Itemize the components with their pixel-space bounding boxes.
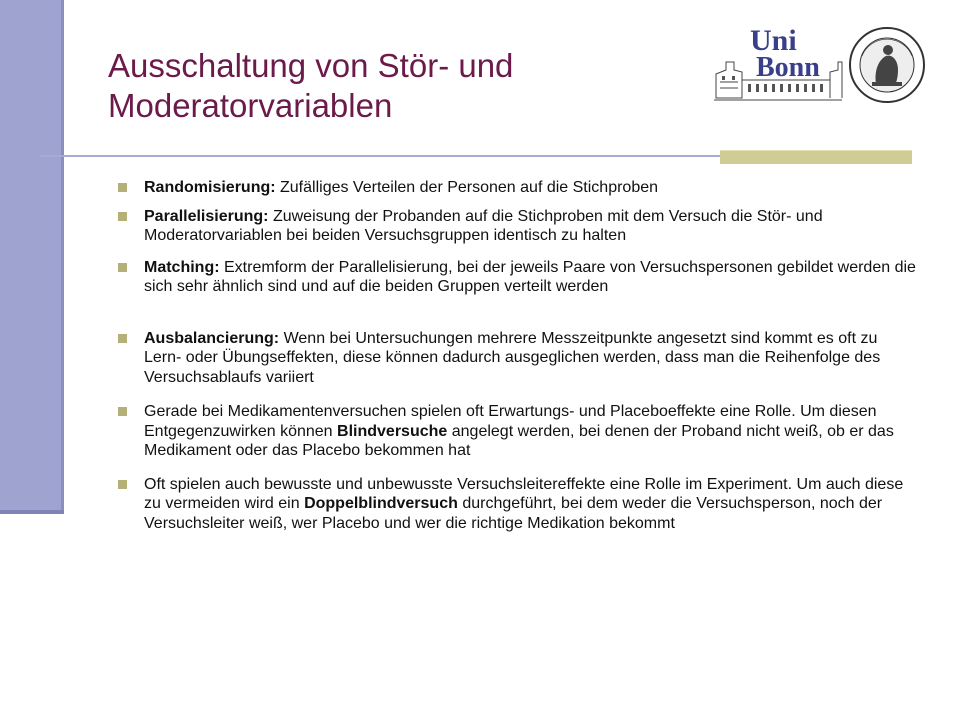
bullet-square-icon <box>118 480 127 489</box>
bullet-square-icon <box>118 263 127 272</box>
bullet-text-post: angelegt werden, bei denen der Proband nicht weiß, ob er das Medikament oder das Placebo bekommen hat <box>144 422 894 459</box>
bullet-text-pre: Oft spielen auch bewusste und unbewusste Versuchsleitereffekte eine Rolle im Experiment. Um auch diese zu vermeiden wird ein <box>144 475 904 512</box>
bullet-term: Doppelblindversuch <box>304 495 458 512</box>
list-item <box>118 178 918 198</box>
bullet-square-icon <box>118 334 127 343</box>
list-item <box>118 475 918 534</box>
list-item <box>118 207 918 246</box>
bullet-list <box>118 178 918 533</box>
logo-text-bonn: Bonn <box>756 52 820 83</box>
title-divider <box>40 155 720 157</box>
bullet-text: Zuweisung der Probanden auf die Stichproben mit dem Versuch die Stör- und Moderatorvariablen bei beiden Versuchsgruppen identisch zu halten <box>144 207 823 244</box>
bullet-text: Wenn bei Untersuchungen mehrere Messzeitpunkte angesetzt sind kommt es oft zu Lern- oder Übungseffekten, diese können dadurch ausgeglichen werden, dass man die Reihenfolge des Versuchsablaufs variiert <box>144 329 881 386</box>
list-item <box>118 329 918 388</box>
slide-title: Ausschaltung von Stör- und Moderatorvariablen <box>108 47 514 124</box>
left-accent-bar <box>0 0 64 512</box>
list-item <box>118 258 918 297</box>
bullet-term: Randomisierung: <box>144 179 276 196</box>
bullet-term: Ausbalancierung: <box>144 329 280 347</box>
bullet-term: Blindversuche <box>337 422 448 440</box>
logo-text-uni: Uni <box>750 24 797 57</box>
bullet-text-pre: Gerade bei Medikamentenversuchen spielen oft Erwartungs- und Placeboeffekte eine Rolle. Um diesen Entgegenzuwirken können <box>144 403 877 440</box>
accent-gold-bar <box>720 150 912 164</box>
list-item <box>118 402 918 461</box>
uni-bonn-logo <box>712 22 844 104</box>
bullet-square-icon <box>118 183 127 192</box>
bullet-text: Zufälliges Verteilen der Personen auf die Stichproben <box>275 179 659 196</box>
bullet-square-icon <box>118 212 127 221</box>
bullet-square-icon <box>118 407 127 416</box>
faculty-seal-icon <box>848 26 926 104</box>
bullet-text-post: durchgeführt, bei dem weder die Versuchsperson, noch der Versuchsleiter weiß, wer Placebo und wer die richtige Medikation bekommt <box>144 495 883 532</box>
bullet-term: Matching: <box>144 258 220 276</box>
bullet-term: Parallelisierung: <box>144 207 269 225</box>
left-accent-bar-shadow <box>0 510 64 514</box>
bullet-text: Extremform der Parallelisierung, bei der jeweils Paare von Versuchspersonen gebildet werden die sich sehr ähnlich sind und auf die beiden Gruppen verteilt werden <box>144 258 916 295</box>
